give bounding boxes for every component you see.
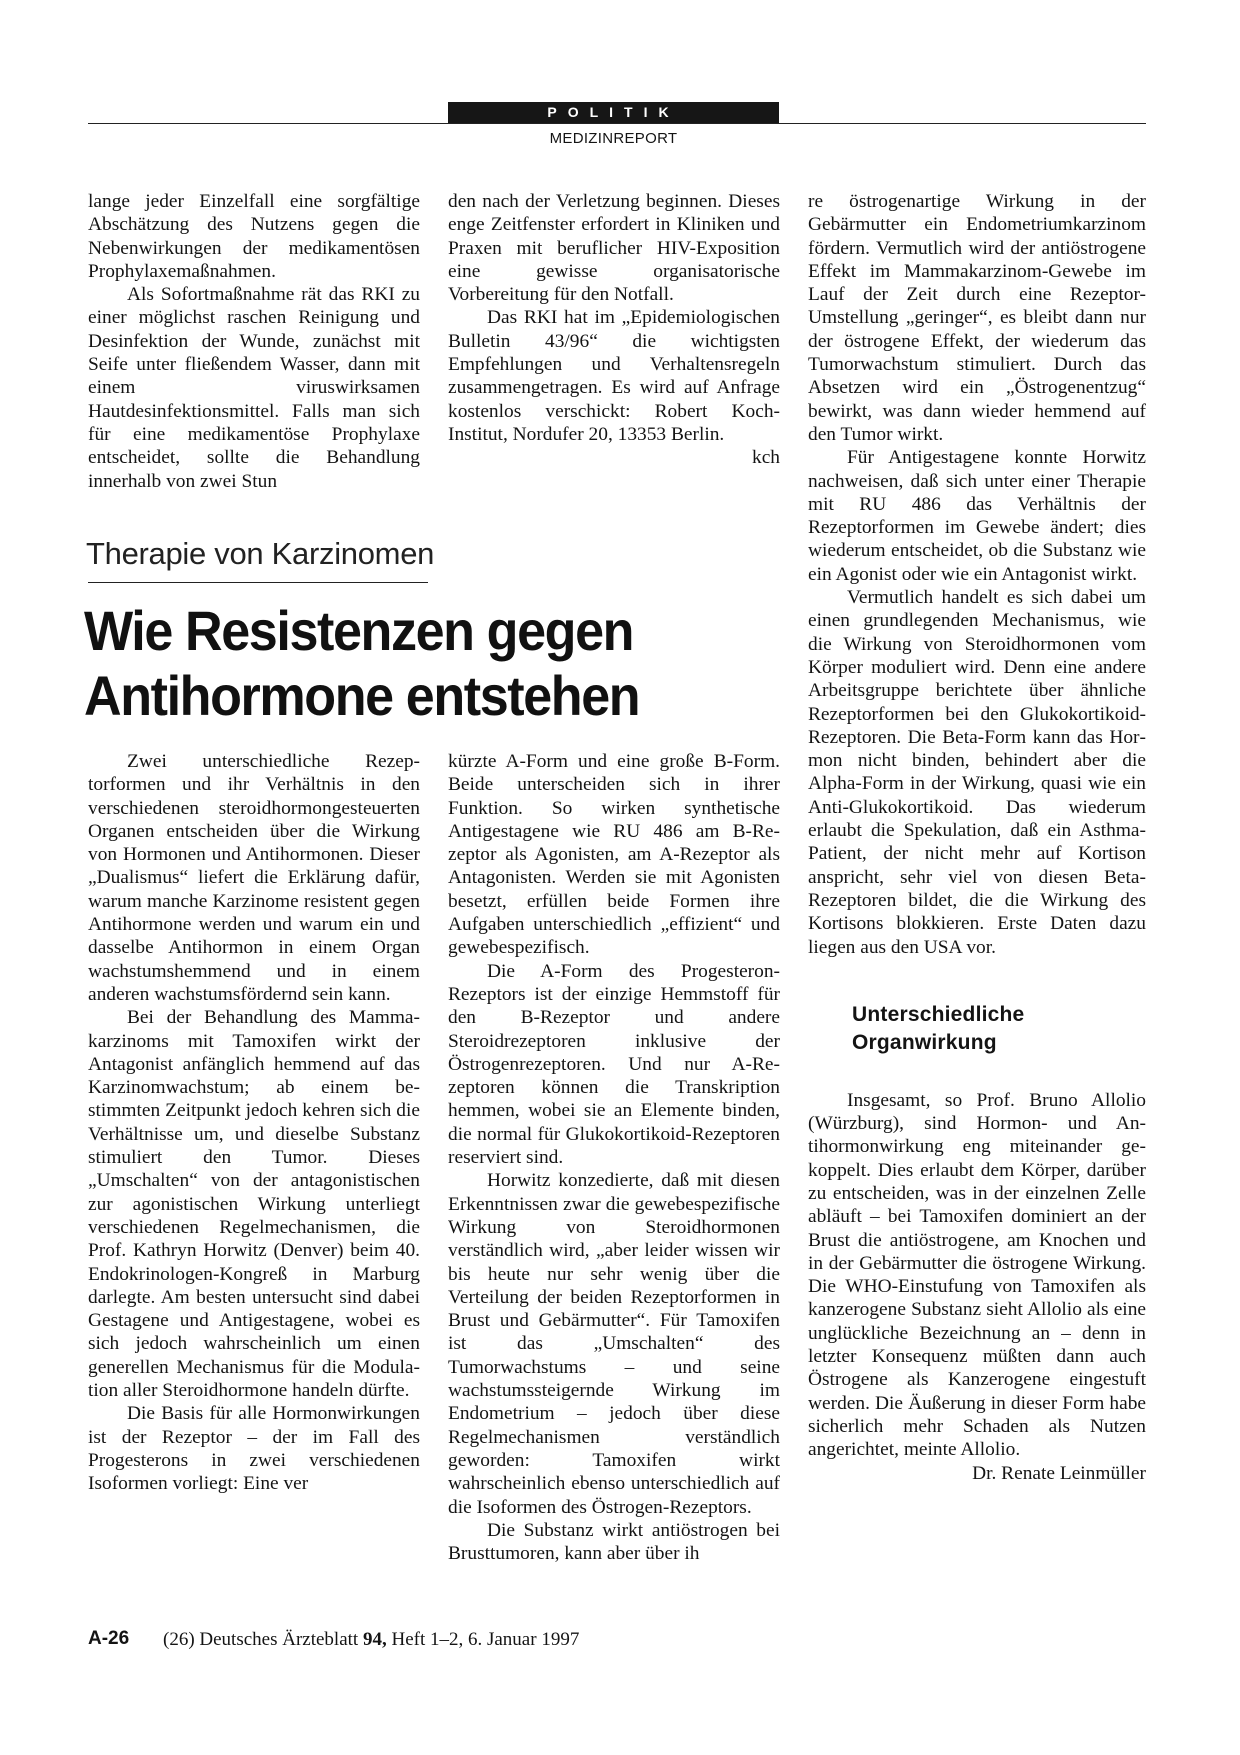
section-subheading — [808, 1001, 1146, 1057]
paragraph: den nach der Verletzung beginnen. Dieses enge Zeitfenster erfordert in Kliniken und Praxen mit beruflicher HIV-Exposition eine gewisse organisatorische Vorbereitung für den Notfall. — [448, 191, 780, 306]
paragraph: Die A-Form des Progesteron-Rezeptors ist der einzige Hemmstoff für den B-Rezeptor und andere Steroidrezeptoren inklusive der Östrogenrezeptoren. Und nur A-Rezeptoren können die Transkription hemmen, wobei sie an Elemente binden, die normal für Glukokortikoid-Rezeptoren reserviert sind. — [448, 960, 780, 1169]
paragraph: Die Substanz wirkt antiöstrogen bei Brusttumoren, kann aber über ih — [448, 1519, 780, 1565]
article-headline — [84, 598, 754, 728]
paragraph: Vermutlich handelt es sich dabei um einen grundlegenden Mechanismus, wie die Wirkung von Steroidhormonen vom Körper moduliert wird. Denn eine andere Arbeitsgruppe berichtete über ähnliche Rezeptorformen bei den Glukokortikoid-Rezeptoren. Die Beta-Form kann das Hormon nicht binden, behindert aber die Alpha-Form in der Wirkung, quasi wie ein Anti-Glukokortikoid. Das wiederum erlaubt die Spekulation, daß ein Asthma-Patient, der nicht mehr auf Kortison anspricht, sehr viel von diesen Beta-Rezeptoren bildet, die die Wirkung des Kortisons blokkieren. Erste Daten dazu liegen aus den USA vor. — [808, 587, 1146, 958]
kicker-rule — [88, 582, 428, 583]
citation-volume: 94, — [362, 1629, 387, 1650]
citation-prefix: (26) Deutsches Ärzteblatt — [163, 1629, 363, 1650]
paragraph-text: Das RKI hat im „Epidemiologischen Bulletin 43/96“ die wichtigsten Empfehlungen und Verhaltensregeln zusammengetragen. Es wird auf Anfrage kostenlos verschickt: Robert Koch-Institut, Nordufer 20, 13353 Berlin. — [448, 307, 780, 445]
header-rule — [88, 123, 1146, 124]
article-column-2 — [448, 750, 780, 1565]
paragraph: re östrogenartige Wirkung in der Gebärmutter ein Endometriumkarzinom fördern. Vermutlich wird der antiöstrogene Effekt im Mammakarzinom-Gewebe im Lauf der Zeit durch eine Rezeptor-Umstellung „geringer“, es bleibt dann nur der östrogene Effekt, der wiederum das Tumorwachstum stimuliert. Durch das Absetzen wird ein „Östrogenentzug“ bewirkt, was dann wieder hemmend auf den Tumor wirkt. — [808, 191, 1146, 445]
headline-line: Antihormone entstehen — [84, 664, 640, 727]
paragraph-with-author — [808, 1089, 1146, 1484]
prev-article-column-1 — [88, 190, 420, 493]
article-kicker: Therapie von Karzinomen — [86, 536, 435, 571]
paragraph: Zwei unterschiedliche Rezeptorformen und ihr Verhältnis in den verschiedenen steroidhormongesteuerten Organen entscheiden über die Wirkung von Hormonen und Antihormonen. Dieser „Dualismus“ liefert die Erklärung dafür, warum manche Karzinome resistent gegen Antihormone werden und warum ein und dasselbe Antihormon in einem Organ wachstumshemmend und in einem anderen wachstumsfördernd sein kann. — [88, 751, 420, 1005]
prev-article-column-2 — [448, 190, 780, 470]
paragraph: Horwitz konzedierte, daß mit diesen Erkenntnissen zwar die gewebespezifische Wirkung von Steroidhormonen verständlich wird, „aber leider wissen wir bis heute nur sehr wenig über die Verteilung der beiden Rezeptorformen in Brust und Gebärmutter“. Für Tamoxifen ist das „Umschalten“ des Tumorwachstums – und seine wachstumssteigernde Wirkung im Endometrium – jedoch über diese Regelmechanismen verständlich geworden: Tamoxifen wirkt wahrscheinlich ebenso unterschiedlich auf die Isoformen des Östrogen-Rezeptors. — [448, 1170, 780, 1518]
citation-suffix: Heft 1–2, 6. Januar 1997 — [386, 1629, 580, 1650]
paragraph: Bei der Behandlung des Mammakarzinoms mit Tamoxifen wirkt der Antagonist anfänglich hemmend auf das Karzinomwachstum; ab einem bestimmten Zeitpunkt jedoch kehren sich die Verhältnisse um, und dieselbe Substanz stimuliert den Tumor. Dieses „Umschalten“ von der antagonistischen zur agonistischen Wirkung unterliegt verschiedenen Regelmechanismen, die Prof. Kathryn Horwitz (Denver) beim 40. Endokrinologen-Kongreß in Marburg darlegte. Am besten untersucht sind dabei Gestagene und Antigestagene, wobei es sich jedoch wahrscheinlich um einen generellen Mechanismus für die Modulation aller Steroidhormone handeln dürfte. — [88, 1007, 420, 1402]
paragraph: Für Antigestagene konnte Horwitz nachweisen, daß sich unter einer Therapie mit RU 486 das Verhältnis der Rezeptorformen im Gewebe ändert; dies wiederum entscheidet, ob die Substanz wie ein Agonist oder wie ein Antagonist wirkt. — [808, 447, 1146, 585]
headline-line: Wie Resistenzen gegen — [84, 599, 634, 662]
article-author: Dr. Renate Leinmüller — [972, 1462, 1146, 1484]
article-column-3 — [808, 190, 1146, 1485]
paragraph-with-signature — [448, 306, 780, 469]
paragraph: lange jeder Einzelfall eine sorgfältige Abschätzung des Nutzens gegen die Nebenwirkungen der medikamentösen Prophylaxemaßnahmen. — [88, 191, 420, 282]
subheading-line: Organwirkung — [852, 1030, 997, 1054]
page-number: A-26 — [88, 1628, 130, 1649]
subsection-label: MEDIZINREPORT — [549, 130, 678, 147]
paragraph: kürzte A-Form und eine große B-Form. Beide unterscheiden sich in ihrer Funktion. So wirken synthetische Antigestagene wie RU 486 am B-Rezeptor als Agonisten, am A-Rezeptor als Antagonisten. Werden sie mit Agonisten besetzt, erfüllen beide Formen ihre Aufgaben unterschiedlich „effizient“ und gewebespezifisch. — [448, 751, 780, 959]
article-column-1 — [88, 750, 420, 1496]
section-label: POLITIK — [448, 102, 779, 123]
subheading-line: Unterschiedliche — [852, 1002, 1025, 1026]
paragraph: Als Sofortmaßnahme rät das RKI zu einer möglichst raschen Reinigung und Desinfektion der Wunde, zunächst mit Seife unter fließendem Wasser, dann mit einem viruswirksamen Hautdesinfektionsmittel. Falls man sich für eine medikamentöse Prophylaxe entscheidet, sollte die Behandlung innerhalb von zwei Stun — [88, 284, 420, 492]
journal-citation — [163, 1629, 579, 1651]
paragraph: Die Basis für alle Hormonwirkungen ist der Rezeptor – der im Fall des Progesterons in zwei verschiedenen Isoformen vorliegt: Eine ver — [88, 1403, 420, 1495]
paragraph-text: Insgesamt, so Prof. Bruno Allolio (Würzburg), sind Hormon- und Antihormonwirkung eng miteinander gekoppelt. Dies erlaubt dem Körper, darüber zu entscheiden, was in der einzelnen Zelle abläuft – bei Tamoxifen dominiert an der Brust die antiöstrogene, am Knochen und in der Gebärmutter die östrogene Wirkung. Die WHO-Einstufung von Tamoxifen als kanzerogene Substanz sieht Allolio als eine unglückliche Bezeichnung an – denn in letzter Konsequenz müßten dann auch Östrogene als Kanzerogene eingestuft werden. Die Äußerung in dieser Form habe sicherlich mehr Schaden als Nutzen angerichtet, meinte Allolio. — [808, 1089, 1146, 1461]
author-signature: kch — [752, 447, 780, 469]
